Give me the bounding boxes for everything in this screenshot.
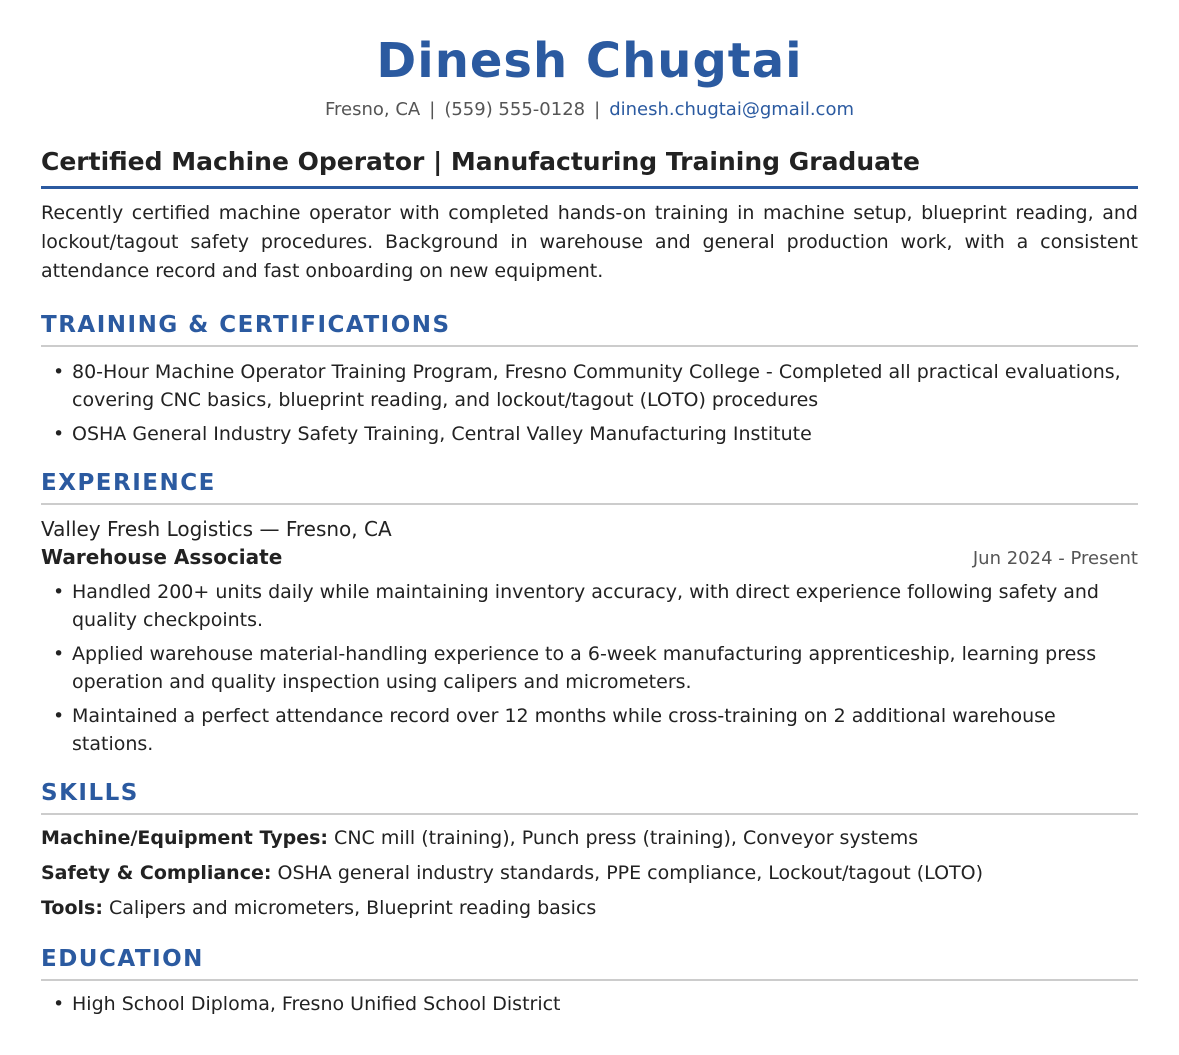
list-item: • 80-Hour Machine Operator Training Program, Fresno Community College - Completed all practical evaluations, covering CNC basics, blueprint reading, and lockout/tagout (LOTO) procedures	[41, 358, 1138, 414]
list-item: • OSHA General Industry Safety Training, Central Valley Manufacturing Institute	[41, 420, 1138, 448]
skills-list	[41, 821, 1138, 926]
list-item: • Handled 200+ units daily while maintaining inventory accuracy, with direct experience following safety and quality checkpoints.	[41, 578, 1138, 634]
contact-separator: |	[429, 99, 436, 120]
skill-value: OSHA general industry standards, PPE compliance, Lockout/tagout (LOTO)	[277, 862, 983, 884]
skill-line	[41, 891, 1138, 926]
contact-phone: (559) 555-0128	[444, 99, 586, 120]
skill-value: CNC mill (training), Punch press (training), Conveyor systems	[334, 827, 919, 849]
skills-section-title: SKILLS	[41, 778, 1138, 815]
candidate-name: Dinesh Chugtai	[376, 33, 803, 89]
contact-separator: |	[594, 99, 601, 120]
contact-email-link[interactable]: dinesh.chugtai@gmail.com	[609, 99, 854, 120]
list-item: • Applied warehouse material-handling experience to a 6-week manufacturing apprenticeship, learning press operation and quality inspection using calipers and micrometers.	[41, 640, 1138, 696]
list-item: • Maintained a perfect attendance record over 12 months while cross-training on 2 additional warehouse stations.	[41, 702, 1138, 758]
training-section	[41, 310, 1138, 448]
skill-label: Machine/Equipment Types:	[41, 827, 328, 849]
employer-name: Valley Fresh Logistics — Fresno, CA	[41, 517, 392, 541]
training-section-title: TRAINING & CERTIFICATIONS	[41, 310, 1138, 347]
professional-headline: Certified Machine Operator | Manufacturing Training Graduate	[41, 146, 1138, 189]
skills-section	[41, 778, 1138, 926]
contact-line	[41, 98, 1138, 122]
contact-location: Fresno, CA	[324, 99, 421, 120]
list-item: • High School Diploma, Fresno Unified School District	[41, 990, 1138, 1018]
job-title: Warehouse Associate	[41, 545, 283, 569]
training-list	[41, 358, 1138, 448]
job-dates: Jun 2024 - Present	[972, 548, 1138, 569]
education-list	[41, 990, 1138, 1018]
job-title-row	[41, 543, 1138, 571]
skill-label: Safety & Compliance:	[41, 862, 272, 884]
experience-section	[41, 468, 1138, 758]
skill-label: Tools:	[41, 897, 103, 919]
education-section	[41, 944, 1138, 1018]
education-section-title: EDUCATION	[41, 944, 1138, 981]
skill-value: Calipers and micrometers, Blueprint reading basics	[109, 897, 597, 919]
summary-paragraph: Recently certified machine operator with completed hands-on training in machine setup, blueprint reading, and lockout/tagout safety procedures. Background in warehouse and general production work, with a consistent attendance record and fast onboarding on new equipment.	[41, 202, 1138, 282]
experience-section-title: EXPERIENCE	[41, 468, 1138, 505]
skill-line	[41, 821, 1138, 856]
experience-bullets	[41, 578, 1138, 758]
skill-line	[41, 856, 1138, 891]
